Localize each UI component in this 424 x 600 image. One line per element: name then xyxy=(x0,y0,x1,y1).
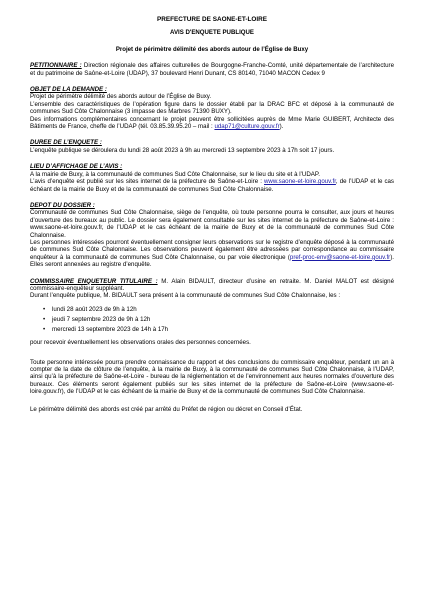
section-affichage xyxy=(30,163,394,193)
objet-line2: L’ensemble des caractéristiques de l’opération figure dans le dossier établi par la DRAC BFC et déposé à la communauté de communes Sud Côte Chalonnaise (3 impasse des Marbres 71390 BUXY). xyxy=(30,100,394,116)
objet-label: OBJET DE LA DEMANDE : xyxy=(30,86,107,94)
depot-line1: Communauté de communes Sud Côte Chalonnaise, siège de l’enquête, où toute personne pourra le consulter, aux jours et heures d’ouverture des bureaux au public. Le dossier sera également consultable sur les sites internet de la préfecture de Saône-et-Loire : www.saone-et-loire.gouv.fr, de l’UDAP et le cas échéant de la mairie de Buxy et de la communauté de communes Sud Côte Chalonnaise. xyxy=(30,209,394,239)
pref-email-link[interactable]: pref-proc-env@saone-et-loire.gouv.fr xyxy=(289,253,391,261)
section-rapport xyxy=(30,359,394,396)
list-item: • mercredi 13 septembre 2023 de 14h à 17h xyxy=(52,326,394,333)
petitionnaire-paragraph xyxy=(30,62,394,77)
section-conclusion xyxy=(30,406,394,413)
affichage-line1: A la mairie de Buxy, à la communauté de communes Sud Côte Chalonnaise, sur le lieu du site et à l’UDAP. xyxy=(30,170,320,178)
commissaire-line1: M. Alain BIDAULT, directeur d’usine en retraite. M. Daniel MALOT est désigné commissaire-enquêteur suppléant. xyxy=(30,277,394,292)
objet-line3-end: ). xyxy=(279,123,284,131)
depot-line2a: Les personnes intéressées pourront éventuellement consigner leurs observations sur le registre d’enquête déposé à la communauté de communes Sud Côte Chalonnaise. Les observations peuvent également être adressées par correspondance au commissaire enquêteur à la communauté de communes Sud Côte Chalonnaise, ou par voie électronique ( xyxy=(30,238,394,261)
duree-label: DUREE DE L’ENQUETE : xyxy=(30,139,102,147)
affichage-label: LIEU D’AFFICHAGE DE L’AVIS : xyxy=(30,163,123,171)
commissaire-paragraph xyxy=(30,278,394,293)
list-item: • lundi 28 août 2023 de 9h à 12h xyxy=(52,306,394,313)
list-item: • jeudi 7 septembre 2023 de 9h à 12h xyxy=(52,316,394,323)
commissaire-line2: Durant l’enquête publique, M. BIDAULT sera présent à la communauté de communes Sud Côte Chalonnaise, les : xyxy=(30,292,341,300)
section-objet xyxy=(30,86,394,130)
depot-line2b: ). Elles seront annexées au registre d’enquête. xyxy=(30,253,394,269)
affichage-line2b: , de l’UDAP et le cas échéant de la mairie de Buxy et de la communauté de communes Sud Côte Chalonnaise. xyxy=(30,178,394,193)
notice-subtitle: AVIS D'ENQUETE PUBLIQUE xyxy=(170,29,254,37)
commissaire-label: COMMISSAIRE ENQUETEUR TITULAIRE : xyxy=(30,277,158,285)
section-duree xyxy=(30,139,394,154)
objet-line1: Projet de périmètre délimité des abords autour de l’Église de Buxy. xyxy=(30,93,212,101)
objet-line3-text: Des informations complémentaires concernant le projet peuvent être sollicitées auprès de Mme Marie GUIBERT, Architecte des Bâtiments de France, cheffe de l’UDAP (tél. 03.85.39.95.20 – mail : xyxy=(30,115,394,131)
rapport-text: Toute personne intéressée pourra prendre connaissance du rapport et des conclusions du commissaire enquêteur, pendant un an à compter de la date de clôture de l’enquête, à la mairie de Buxy, à la communauté de communes Sud Côte Chalonnaise, à l’UDAP, ainsi qu’à la préfecture de Saône-et-Loire - bureau de la réglementation et de l’environnement aux heures normales d’ouverture des bureaux. Ces éléments seront également publiés sur les sites internet de la préfecture de Saône-et-Loire (www.saone-et-loire.gouv.fr), de l’UDAP et le cas échéant de la mairie de Buxy et de la communauté de communes Sud Côte Chalonnaise. xyxy=(30,358,394,396)
section-commissaire xyxy=(30,278,394,347)
permanence-dates-list xyxy=(30,306,394,333)
depot-line2 xyxy=(30,239,394,269)
commissaire-line3: pour recevoir éventuellement les observations orales des personnes concernées. xyxy=(30,339,251,347)
petitionnaire-label: PETITIONNAIRE : xyxy=(30,62,82,70)
conclusion-text: Le périmètre délimité des abords est créé par arrêté du Préfet de région ou décret en Conseil d’État. xyxy=(30,405,303,413)
affichage-line2 xyxy=(30,178,394,193)
prefecture-website-link[interactable]: www.saone-et-loire.gouv.fr xyxy=(264,178,336,186)
duree-text: L’enquête publique se déroulera du lundi 28 août 2023 à 9h au mercredi 13 septembre 2023 à 17h soit 17 jours. xyxy=(30,146,335,154)
objet-line3 xyxy=(30,116,394,131)
section-petitionnaire xyxy=(30,62,394,77)
petitionnaire-text: Direction régionale des affaires culturelles de Bourgogne-Franche-Comté, unité départementale de l’architecture et du patrimoine de Saône-et-Loire (UDAP), 37 boulevard Henri Dunant, CS 80140, 71040 MACON Cedex 9 xyxy=(30,62,394,77)
section-depot xyxy=(30,202,394,269)
udap-email-link[interactable]: udap71@culture.gouv.fr xyxy=(214,123,280,131)
depot-label: DEPOT DU DOSSIER : xyxy=(30,201,95,209)
affichage-line2a: L’avis d’enquête est publié sur les sites internet de la préfecture de Saône-et-Loire : xyxy=(30,178,264,186)
prefecture-title: PREFECTURE DE SAONE-ET-LOIRE xyxy=(156,16,268,23)
project-title: Projet de périmètre délimité des abords autour de l’Église de Buxy xyxy=(115,45,309,53)
